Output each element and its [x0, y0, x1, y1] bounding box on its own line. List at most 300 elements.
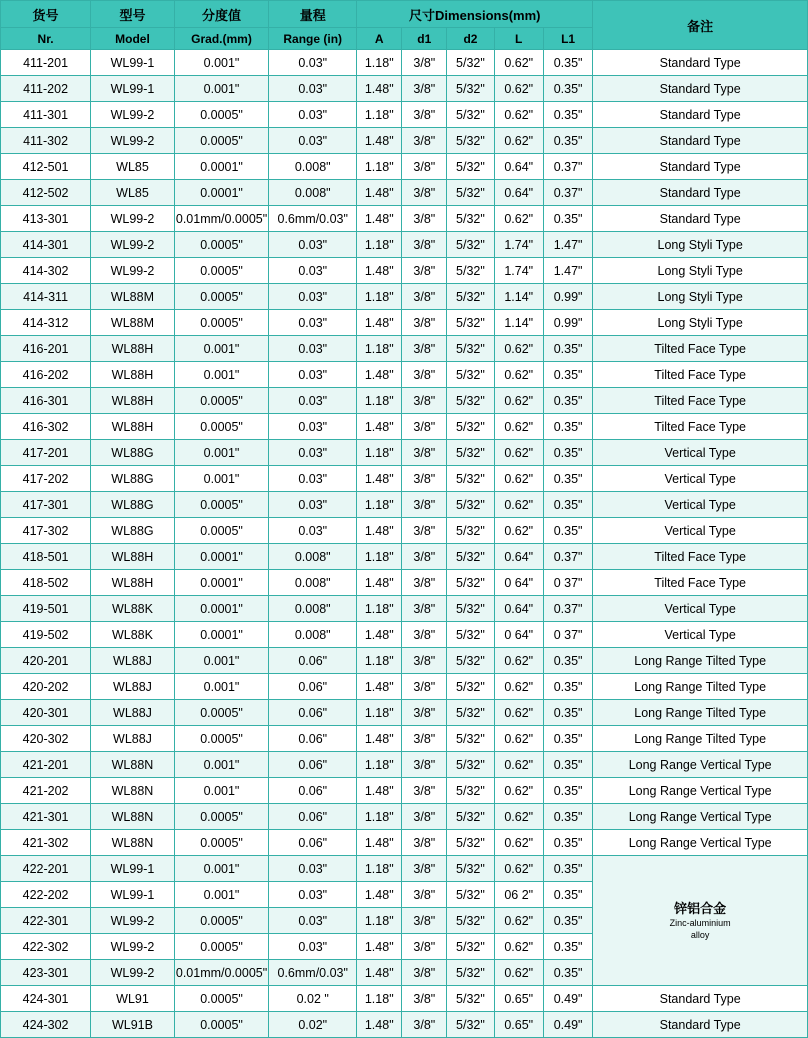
cell-l1: 0.37": [543, 544, 592, 570]
cell-l1: 0.35": [543, 440, 592, 466]
cell-a: 1.18": [357, 856, 402, 882]
cell-range-in: 0.03": [269, 76, 357, 102]
cell-d2: 5/32": [447, 258, 494, 284]
header-model-cn: 型号: [91, 1, 175, 28]
cell-remark: Long Styli Type: [593, 258, 808, 284]
cell-d2: 5/32": [447, 232, 494, 258]
cell-l: 0.62": [494, 388, 543, 414]
table-row: [1, 830, 808, 856]
cell-nr: 416-302: [1, 414, 91, 440]
cell-l: 0.62": [494, 362, 543, 388]
cell-grad-mm: 0.0005": [174, 284, 268, 310]
cell-d1: 3/8": [402, 414, 447, 440]
alloy-label-en-line2: alloy: [690, 930, 710, 941]
header-l1: L1: [543, 28, 592, 50]
cell-a: 1.18": [357, 232, 402, 258]
cell-grad-mm: 0.0001": [174, 622, 268, 648]
cell-grad-mm: 0.0001": [174, 544, 268, 570]
cell-grad-mm: 0.0001": [174, 570, 268, 596]
cell-nr: 417-302: [1, 518, 91, 544]
cell-d2: 5/32": [447, 388, 494, 414]
cell-nr: 421-201: [1, 752, 91, 778]
cell-model: WL88H: [91, 388, 175, 414]
cell-d1: 3/8": [402, 284, 447, 310]
cell-l1: 0.35": [543, 414, 592, 440]
cell-grad-mm: 0.0005": [174, 258, 268, 284]
cell-remark: Long Range Vertical Type: [593, 830, 808, 856]
cell-range-in: 0.03": [269, 310, 357, 336]
table-row: [1, 1012, 808, 1038]
cell-nr: 421-202: [1, 778, 91, 804]
cell-d2: 5/32": [447, 674, 494, 700]
cell-d2: 5/32": [447, 934, 494, 960]
cell-range-in: 0.008": [269, 180, 357, 206]
cell-l: 0.62": [494, 856, 543, 882]
cell-remark: Tilted Face Type: [593, 570, 808, 596]
cell-a: 1.48": [357, 830, 402, 856]
table-row: [1, 986, 808, 1012]
cell-model: WL99-2: [91, 232, 175, 258]
cell-range-in: 0.008": [269, 622, 357, 648]
cell-l: 0.62": [494, 830, 543, 856]
cell-remark: Long Range Tilted Type: [593, 674, 808, 700]
cell-d1: 3/8": [402, 466, 447, 492]
cell-l: 0.62": [494, 960, 543, 986]
cell-d1: 3/8": [402, 544, 447, 570]
cell-remark: Tilted Face Type: [593, 414, 808, 440]
cell-model: WL99-2: [91, 258, 175, 284]
cell-grad-mm: 0.001": [174, 50, 268, 76]
cell-nr: 414-311: [1, 284, 91, 310]
cell-model: WL88H: [91, 544, 175, 570]
cell-a: 1.48": [357, 570, 402, 596]
cell-d1: 3/8": [402, 518, 447, 544]
cell-range-in: 0.06": [269, 778, 357, 804]
cell-range-in: 0.03": [269, 856, 357, 882]
cell-nr: 414-302: [1, 258, 91, 284]
cell-a: 1.18": [357, 154, 402, 180]
cell-d2: 5/32": [447, 206, 494, 232]
cell-d1: 3/8": [402, 778, 447, 804]
cell-remark: Standard Type: [593, 76, 808, 102]
cell-nr: 422-201: [1, 856, 91, 882]
table-row: [1, 206, 808, 232]
cell-model: WL99-1: [91, 50, 175, 76]
cell-nr: 419-501: [1, 596, 91, 622]
table-row: [1, 362, 808, 388]
cell-range-in: 0.02": [269, 1012, 357, 1038]
cell-d2: 5/32": [447, 440, 494, 466]
cell-a: 1.48": [357, 674, 402, 700]
cell-l: 0.64": [494, 544, 543, 570]
cell-range-in: 0.03": [269, 388, 357, 414]
cell-l1: 0.35": [543, 362, 592, 388]
cell-model: WL88K: [91, 596, 175, 622]
cell-a: 1.48": [357, 726, 402, 752]
cell-d2: 5/32": [447, 752, 494, 778]
header-d1: d1: [402, 28, 447, 50]
cell-range-in: 0.03": [269, 50, 357, 76]
cell-d1: 3/8": [402, 76, 447, 102]
table-row: [1, 466, 808, 492]
cell-d1: 3/8": [402, 960, 447, 986]
cell-l1: 0.35": [543, 76, 592, 102]
cell-range-in: 0.02 ": [269, 986, 357, 1012]
table-row: [1, 154, 808, 180]
cell-nr: 412-502: [1, 180, 91, 206]
cell-l1: 0.35": [543, 674, 592, 700]
cell-d2: 5/32": [447, 414, 494, 440]
cell-range-in: 0.008": [269, 154, 357, 180]
cell-d1: 3/8": [402, 180, 447, 206]
cell-grad-mm: 0.01mm/0.0005": [174, 206, 268, 232]
cell-l1: 0.49": [543, 986, 592, 1012]
cell-model: WL88J: [91, 700, 175, 726]
cell-remark: Vertical Type: [593, 492, 808, 518]
cell-grad-mm: 0.001": [174, 336, 268, 362]
cell-remark: Vertical Type: [593, 440, 808, 466]
cell-model: WL88G: [91, 518, 175, 544]
cell-a: 1.48": [357, 622, 402, 648]
cell-l1: 0.35": [543, 50, 592, 76]
header-dimensions-group: 尺寸Dimensions(mm): [357, 1, 593, 28]
cell-l1: 0.35": [543, 492, 592, 518]
table-row: [1, 102, 808, 128]
cell-nr: 421-302: [1, 830, 91, 856]
cell-d2: 5/32": [447, 986, 494, 1012]
cell-d2: 5/32": [447, 102, 494, 128]
cell-a: 1.48": [357, 882, 402, 908]
table-row: [1, 414, 808, 440]
table-header: [1, 1, 808, 50]
cell-d2: 5/32": [447, 700, 494, 726]
table-row: [1, 804, 808, 830]
cell-l: 0.62": [494, 102, 543, 128]
cell-grad-mm: 0.0005": [174, 128, 268, 154]
cell-nr: 422-301: [1, 908, 91, 934]
table-row: [1, 284, 808, 310]
cell-model: WL88J: [91, 674, 175, 700]
cell-grad-mm: 0.0001": [174, 596, 268, 622]
cell-a: 1.18": [357, 284, 402, 310]
cell-a: 1.18": [357, 804, 402, 830]
table-row: [1, 50, 808, 76]
cell-d1: 3/8": [402, 908, 447, 934]
table-row: [1, 726, 808, 752]
cell-remark: Long Styli Type: [593, 232, 808, 258]
cell-l: 0 64": [494, 570, 543, 596]
header-model-en: Model: [91, 28, 175, 50]
cell-a: 1.18": [357, 440, 402, 466]
cell-d1: 3/8": [402, 154, 447, 180]
cell-d2: 5/32": [447, 830, 494, 856]
cell-d1: 3/8": [402, 700, 447, 726]
table-row: [1, 596, 808, 622]
cell-range-in: 0.03": [269, 258, 357, 284]
cell-nr: 424-302: [1, 1012, 91, 1038]
cell-l: 0.62": [494, 752, 543, 778]
cell-d2: 5/32": [447, 778, 494, 804]
cell-nr: 411-201: [1, 50, 91, 76]
cell-nr: 411-302: [1, 128, 91, 154]
cell-d1: 3/8": [402, 440, 447, 466]
cell-l1: 0.35": [543, 726, 592, 752]
cell-nr: 416-202: [1, 362, 91, 388]
table-row: [1, 570, 808, 596]
cell-nr: 416-301: [1, 388, 91, 414]
cell-d1: 3/8": [402, 648, 447, 674]
cell-a: 1.18": [357, 102, 402, 128]
cell-remark: Long Range Tilted Type: [593, 726, 808, 752]
cell-nr: 411-202: [1, 76, 91, 102]
cell-d1: 3/8": [402, 232, 447, 258]
cell-l: 0.64": [494, 180, 543, 206]
cell-d2: 5/32": [447, 856, 494, 882]
header-row-cn: [1, 1, 808, 28]
cell-d2: 5/32": [447, 726, 494, 752]
table-row: [1, 336, 808, 362]
cell-grad-mm: 0.001": [174, 674, 268, 700]
header-nr-cn: 货号: [1, 1, 91, 28]
cell-d1: 3/8": [402, 830, 447, 856]
cell-d2: 5/32": [447, 50, 494, 76]
cell-l: 1.74": [494, 258, 543, 284]
cell-l: 1.74": [494, 232, 543, 258]
cell-d2: 5/32": [447, 466, 494, 492]
table-row: [1, 674, 808, 700]
cell-model: WL88H: [91, 362, 175, 388]
cell-l: 0.62": [494, 128, 543, 154]
cell-grad-mm: 0.0005": [174, 934, 268, 960]
cell-a: 1.48": [357, 1012, 402, 1038]
cell-d1: 3/8": [402, 336, 447, 362]
cell-d2: 5/32": [447, 336, 494, 362]
cell-nr: 418-502: [1, 570, 91, 596]
cell-model: WL99-1: [91, 882, 175, 908]
table-row: [1, 700, 808, 726]
cell-remark: Long Styli Type: [593, 284, 808, 310]
cell-nr: 420-202: [1, 674, 91, 700]
cell-a: 1.48": [357, 128, 402, 154]
cell-l1: 0.35": [543, 882, 592, 908]
cell-l1: 0.35": [543, 752, 592, 778]
cell-remark: Tilted Face Type: [593, 388, 808, 414]
cell-model: WL88N: [91, 830, 175, 856]
cell-d1: 3/8": [402, 674, 447, 700]
table-row: [1, 622, 808, 648]
cell-l1: 0.35": [543, 128, 592, 154]
cell-range-in: 0.06": [269, 674, 357, 700]
header-nr-en: Nr.: [1, 28, 91, 50]
table-row: [1, 76, 808, 102]
cell-l1: 0.35": [543, 804, 592, 830]
cell-l1: 0.37": [543, 596, 592, 622]
cell-a: 1.48": [357, 778, 402, 804]
cell-d1: 3/8": [402, 1012, 447, 1038]
cell-grad-mm: 0.0005": [174, 232, 268, 258]
cell-l1: 0.35": [543, 518, 592, 544]
table-row: [1, 544, 808, 570]
cell-range-in: 0.03": [269, 336, 357, 362]
cell-l1: 0.35": [543, 336, 592, 362]
cell-range-in: 0.03": [269, 908, 357, 934]
cell-remark: Vertical Type: [593, 596, 808, 622]
cell-l1: 0.49": [543, 1012, 592, 1038]
cell-l1: 0.99": [543, 310, 592, 336]
cell-l: 0.62": [494, 414, 543, 440]
cell-grad-mm: 0.01mm/0.0005": [174, 960, 268, 986]
cell-model: WL99-2: [91, 206, 175, 232]
cell-model: WL99-2: [91, 934, 175, 960]
cell-a: 1.18": [357, 544, 402, 570]
cell-nr: 422-202: [1, 882, 91, 908]
table-row: [1, 752, 808, 778]
cell-l: 0.62": [494, 908, 543, 934]
cell-range-in: 0.06": [269, 752, 357, 778]
cell-a: 1.18": [357, 752, 402, 778]
cell-grad-mm: 0.001": [174, 882, 268, 908]
cell-a: 1.48": [357, 518, 402, 544]
cell-d2: 5/32": [447, 544, 494, 570]
header-range-en: Range (in): [269, 28, 357, 50]
cell-remark: Standard Type: [593, 206, 808, 232]
cell-model: WL88H: [91, 414, 175, 440]
cell-grad-mm: 0.001": [174, 752, 268, 778]
cell-l: 0 64": [494, 622, 543, 648]
cell-nr: 424-301: [1, 986, 91, 1012]
cell-remark: Tilted Face Type: [593, 544, 808, 570]
cell-l1: 0.35": [543, 960, 592, 986]
cell-d1: 3/8": [402, 726, 447, 752]
cell-model: WL99-2: [91, 908, 175, 934]
cell-a: 1.48": [357, 934, 402, 960]
cell-l: 0.62": [494, 778, 543, 804]
cell-nr: 421-301: [1, 804, 91, 830]
cell-range-in: 0.06": [269, 700, 357, 726]
header-l: L: [494, 28, 543, 50]
header-grad-cn: 分度值: [174, 1, 268, 28]
cell-nr: 416-201: [1, 336, 91, 362]
cell-grad-mm: 0.001": [174, 76, 268, 102]
cell-range-in: 0.03": [269, 232, 357, 258]
cell-l1: 0.37": [543, 154, 592, 180]
cell-d2: 5/32": [447, 76, 494, 102]
cell-a: 1.48": [357, 76, 402, 102]
cell-l: 0.62": [494, 518, 543, 544]
cell-l: 0.62": [494, 700, 543, 726]
cell-d1: 3/8": [402, 310, 447, 336]
cell-d1: 3/8": [402, 986, 447, 1012]
cell-d2: 5/32": [447, 284, 494, 310]
cell-l1: 0.35": [543, 388, 592, 414]
cell-a: 1.48": [357, 414, 402, 440]
cell-range-in: 0.03": [269, 414, 357, 440]
cell-a: 1.18": [357, 50, 402, 76]
cell-range-in: 0.6mm/0.03": [269, 206, 357, 232]
cell-range-in: 0.03": [269, 362, 357, 388]
cell-nr: 417-201: [1, 440, 91, 466]
cell-d2: 5/32": [447, 960, 494, 986]
cell-a: 1.48": [357, 180, 402, 206]
cell-remark: Tilted Face Type: [593, 336, 808, 362]
cell-d2: 5/32": [447, 492, 494, 518]
cell-l: 0.62": [494, 804, 543, 830]
cell-a: 1.48": [357, 466, 402, 492]
cell-l: 0.62": [494, 206, 543, 232]
table-row: [1, 232, 808, 258]
cell-nr: 420-302: [1, 726, 91, 752]
cell-grad-mm: 0.0001": [174, 180, 268, 206]
table-row: [1, 440, 808, 466]
cell-d2: 5/32": [447, 310, 494, 336]
header-grad-en: Grad.(mm): [174, 28, 268, 50]
cell-l1: 0.99": [543, 284, 592, 310]
cell-a: 1.18": [357, 700, 402, 726]
cell-d2: 5/32": [447, 128, 494, 154]
cell-range-in: 0.03": [269, 492, 357, 518]
cell-range-in: 0.03": [269, 440, 357, 466]
cell-d2: 5/32": [447, 518, 494, 544]
cell-range-in: 0.03": [269, 102, 357, 128]
cell-grad-mm: 0.001": [174, 778, 268, 804]
cell-remark: Tilted Face Type: [593, 362, 808, 388]
cell-l1: 1.47": [543, 232, 592, 258]
cell-l: 1.14": [494, 284, 543, 310]
table-row: [1, 258, 808, 284]
cell-nr: 412-501: [1, 154, 91, 180]
cell-grad-mm: 0.0005": [174, 908, 268, 934]
cell-l1: 0.35": [543, 102, 592, 128]
cell-nr: 422-302: [1, 934, 91, 960]
cell-d1: 3/8": [402, 934, 447, 960]
cell-range-in: 0.008": [269, 570, 357, 596]
cell-l1: 0.37": [543, 180, 592, 206]
table-row: [1, 778, 808, 804]
cell-model: WL88J: [91, 648, 175, 674]
cell-model: WL88M: [91, 310, 175, 336]
cell-grad-mm: 0.001": [174, 648, 268, 674]
cell-model: WL99-2: [91, 102, 175, 128]
header-remark-cn: 备注: [593, 1, 808, 50]
cell-grad-mm: 0.001": [174, 362, 268, 388]
cell-l: 0.62": [494, 466, 543, 492]
cell-model: WL91B: [91, 1012, 175, 1038]
cell-remark: Long Range Vertical Type: [593, 778, 808, 804]
cell-d2: 5/32": [447, 648, 494, 674]
cell-nr: 419-502: [1, 622, 91, 648]
cell-l: 0.62": [494, 492, 543, 518]
cell-grad-mm: 0.001": [174, 440, 268, 466]
cell-d1: 3/8": [402, 622, 447, 648]
header-a: A: [357, 28, 402, 50]
cell-model: WL88K: [91, 622, 175, 648]
cell-model: WL85: [91, 180, 175, 206]
cell-a: 1.48": [357, 310, 402, 336]
cell-grad-mm: 0.0005": [174, 726, 268, 752]
cell-model: WL88H: [91, 336, 175, 362]
cell-grad-mm: 0.0005": [174, 102, 268, 128]
cell-d1: 3/8": [402, 50, 447, 76]
table-row: [1, 518, 808, 544]
cell-d1: 3/8": [402, 596, 447, 622]
cell-l: 0.65": [494, 986, 543, 1012]
cell-range-in: 0.06": [269, 648, 357, 674]
cell-nr: 411-301: [1, 102, 91, 128]
cell-l: 0.65": [494, 1012, 543, 1038]
table-body: [1, 50, 808, 1038]
cell-a: 1.18": [357, 492, 402, 518]
cell-grad-mm: 0.0005": [174, 986, 268, 1012]
